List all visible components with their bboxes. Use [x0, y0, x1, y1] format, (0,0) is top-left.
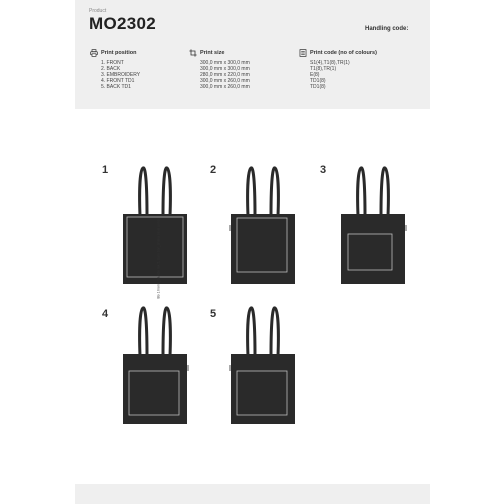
list-item: 3. EMBROIDERY — [101, 72, 141, 78]
tote-bag-embroidery — [336, 162, 408, 286]
view-number-4: 4 — [102, 308, 109, 320]
view-number-1: 1 — [102, 164, 109, 176]
print-position-title: Print position — [101, 49, 137, 56]
page-footer — [75, 484, 430, 504]
print-code-list — [299, 60, 377, 90]
list-item: TD1(8) — [310, 84, 326, 90]
product-label: Product — [89, 8, 107, 14]
tote-bag-front — [118, 162, 190, 286]
tote-bag-back — [226, 162, 298, 286]
list-item: 300,0 mm x 260,0 mm — [200, 84, 250, 90]
product-header — [75, 0, 430, 109]
tote-bag-front-td1 — [118, 302, 190, 426]
list-item: 4. FRONT TD1 — [101, 78, 135, 84]
list-item: TD1(8) — [310, 78, 326, 84]
side-label-text: Bo 1 lnone_t ariete mk 5, baro bar_ahmia oe al aoria — [156, 219, 161, 299]
print-size-title: Print size — [200, 49, 225, 56]
list-item: 300,0 mm x 300,0 mm — [200, 60, 250, 66]
list-item: 300,0 mm x 300,0 mm — [200, 66, 250, 72]
print-size-column — [189, 48, 250, 90]
list-item: 280,0 mm x 220,0 mm — [200, 72, 250, 78]
print-position-list — [90, 60, 140, 90]
print-code-column — [299, 48, 377, 90]
list-item: T1(8),TR(1) — [310, 66, 337, 72]
product-code: MO2302 — [89, 14, 157, 33]
list-item: 1. FRONT — [101, 60, 124, 66]
list-item: S1(4),T1(8),TR(1) — [310, 60, 350, 66]
list-item: E(8) — [310, 72, 320, 78]
print-code-title: Print code (no of colours) — [310, 49, 377, 56]
view-number-5: 5 — [210, 308, 217, 320]
view-number-2: 2 — [210, 164, 217, 176]
tote-bag-back-td1 — [226, 302, 298, 426]
list-item: 300,0 mm x 260,0 mm — [200, 78, 250, 84]
print-size-list — [189, 60, 250, 90]
print-position-column — [90, 48, 140, 90]
crop-icon — [189, 49, 197, 57]
document-icon — [299, 49, 307, 57]
view-number-3: 3 — [320, 164, 327, 176]
list-item: 2. BACK — [101, 66, 121, 72]
printer-icon — [90, 49, 98, 57]
handling-code-label: Handling code: — [365, 26, 409, 32]
list-item: 5. BACK TD1 — [101, 84, 131, 90]
